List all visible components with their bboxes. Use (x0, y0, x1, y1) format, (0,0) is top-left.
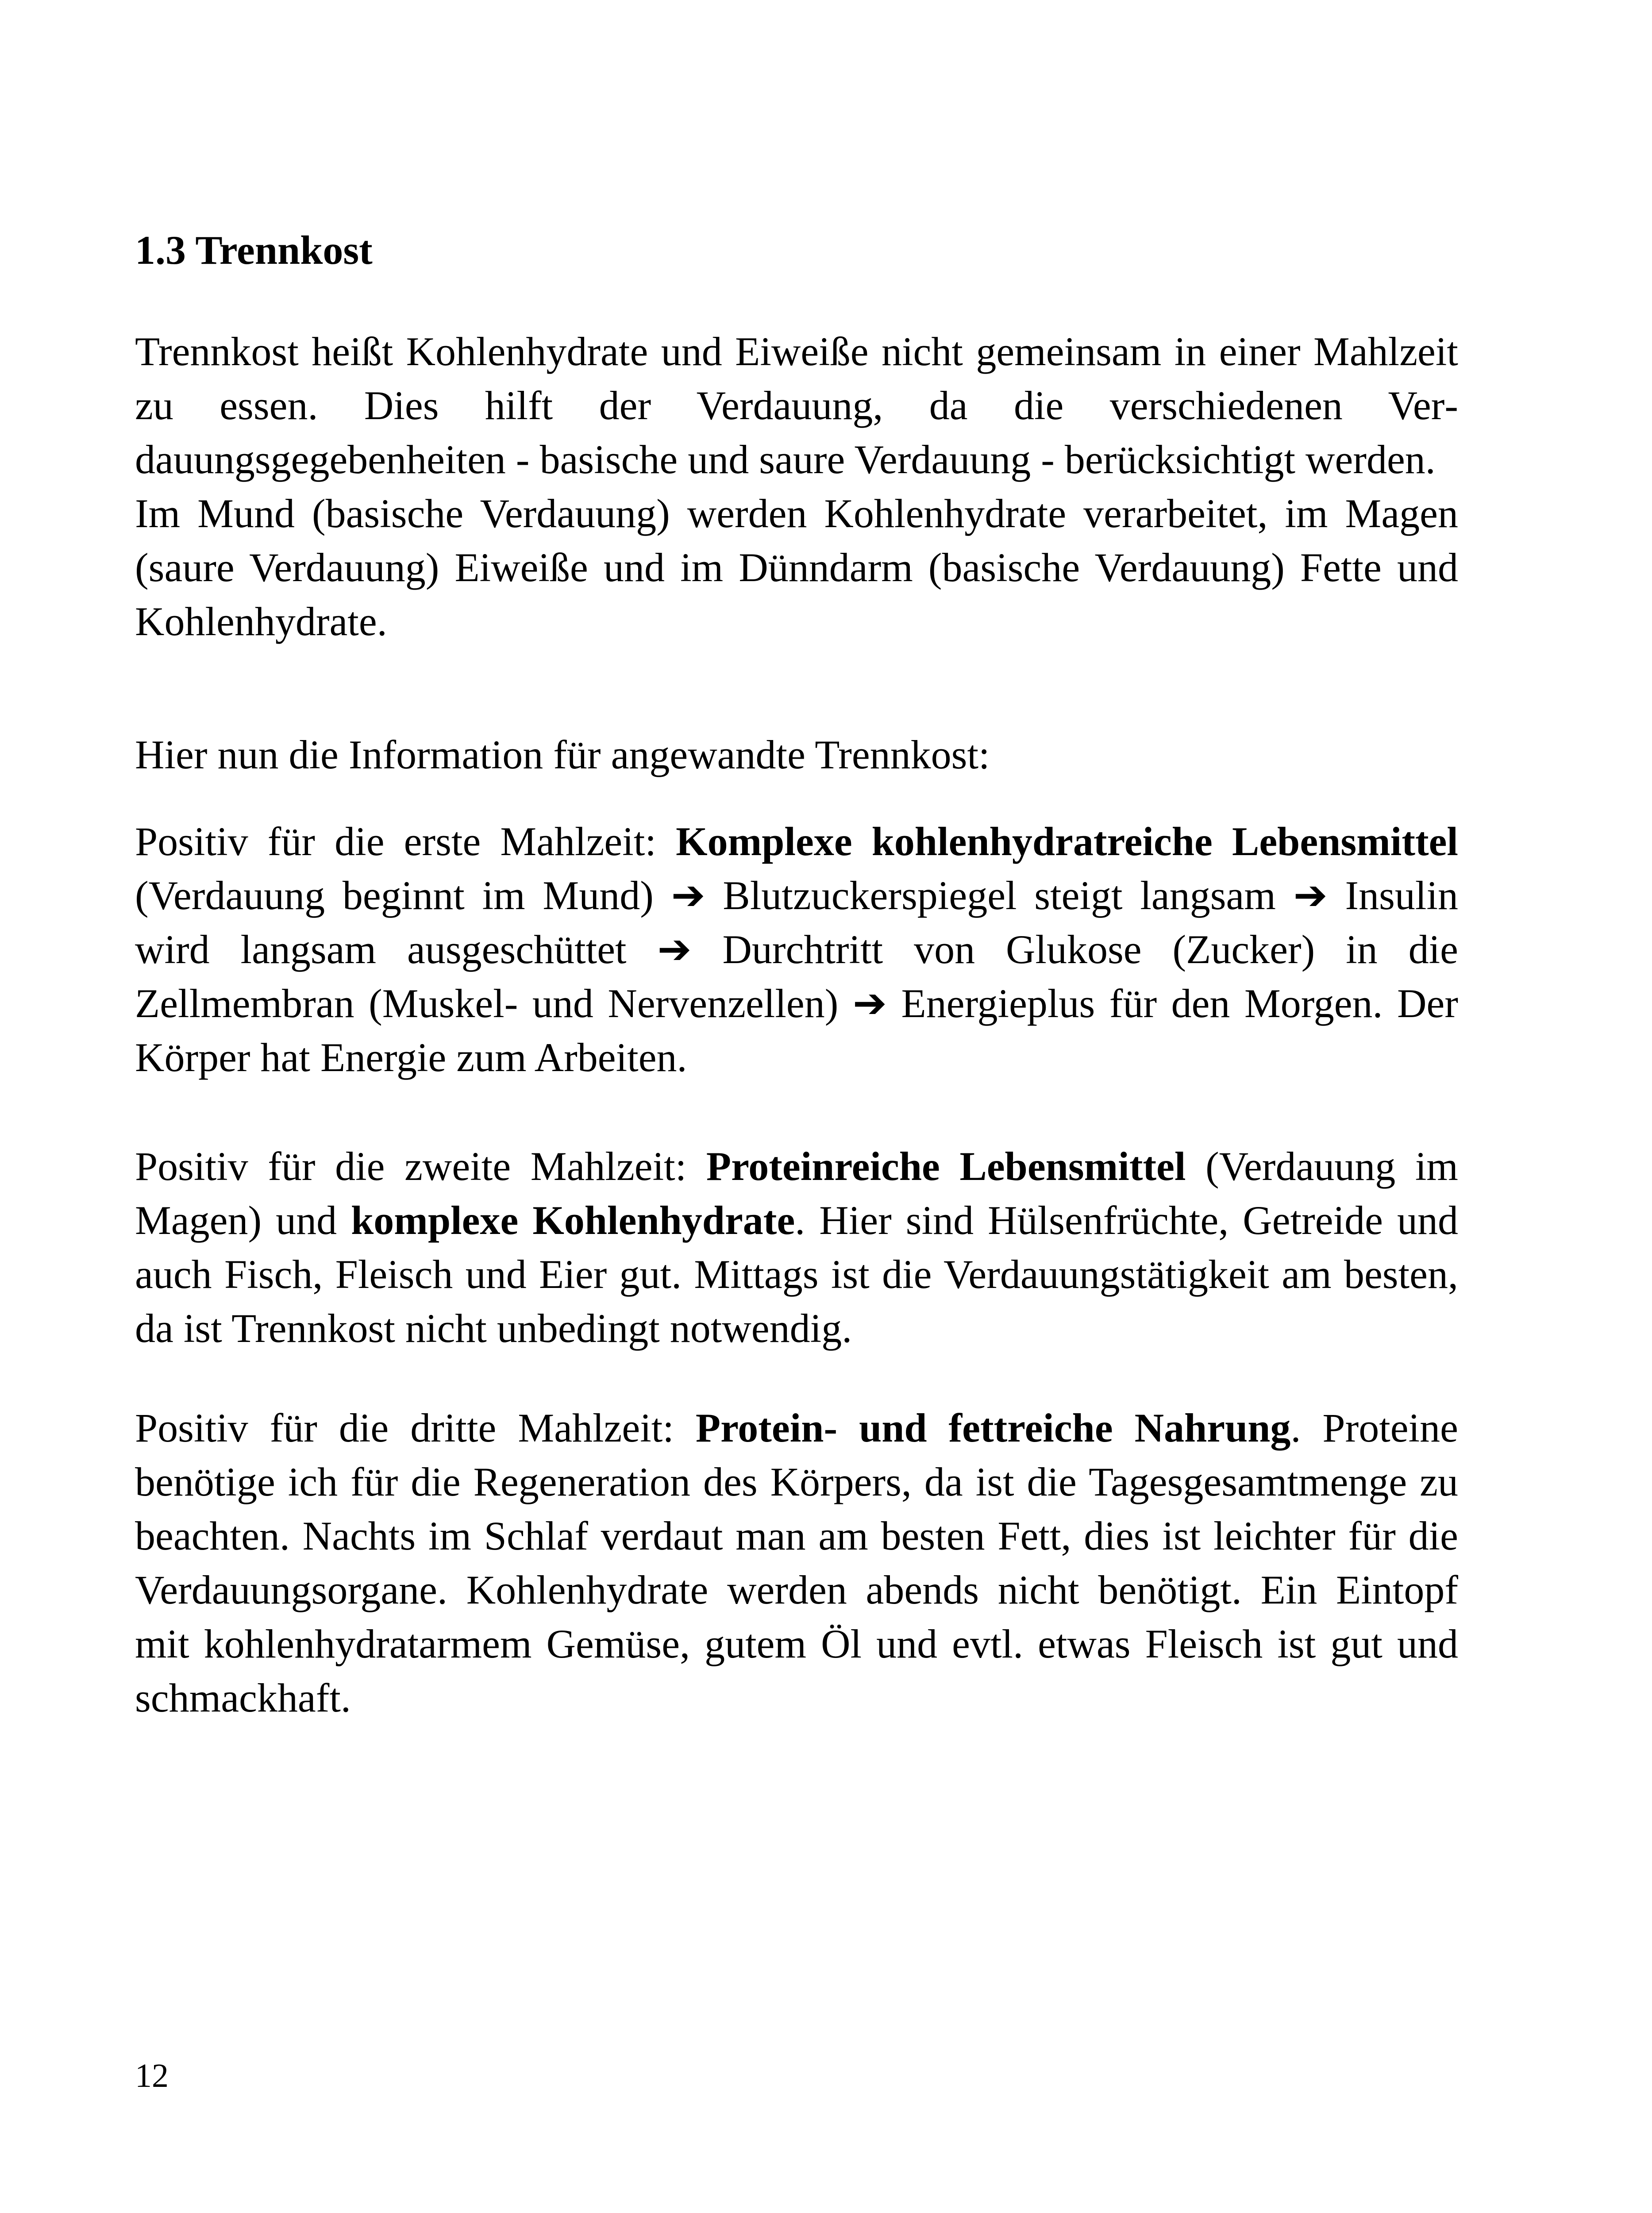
first-meal-bold: Komplexe kohlenhydratreiche Lebensmittel (676, 819, 1458, 864)
third-meal-label: Positiv für die dritte Mahlzeit: (135, 1405, 696, 1450)
first-meal-text: Energieplus für den Morgen. Der Körper hat Energie zum Arbeiten. (135, 981, 1458, 1080)
first-meal-text: Insulin wird langsam ausgeschüttet (135, 873, 1459, 972)
digestion-text: Im Mund (basische Verdauung) werden Kohlenhydrate verarbeitet, im Magen (saure Verdauung) Eiweiße und im Dünndarm (basische Verdauung) Fette und Kohlenhydrate. (135, 491, 1458, 644)
arrow-right-icon: ➔ (1293, 871, 1328, 919)
info-lead-text: Hier nun die Information für angewandte Trennkost: (135, 732, 990, 777)
second-meal-text: (Verdauung im Magen) und (135, 1144, 1458, 1243)
first-meal-text: (Verdauung beginnt im Mund) (135, 873, 671, 918)
arrow-right-icon: ➔ (671, 871, 705, 919)
second-meal-bold: Proteinreiche Lebensmittel (706, 1144, 1186, 1189)
page-number: 12 (135, 2057, 169, 2094)
paragraph-info-lead (135, 728, 1458, 782)
paragraph-second-meal (135, 1139, 1458, 1355)
second-meal-label: Positiv für die zweite Mahlzeit: (135, 1144, 706, 1189)
third-meal-text: . Proteine benötige ich für die Regeneration des Körpers, da ist die Tagesgesamtmenge zu beachten. Nachts im Schlaf verdaut man am besten Fett, dies ist leichter für die Verdauungsorgane. Kohlenhydrate werden abends nicht benötigt. Ein Eintopf mit kohlenhydratarmem Gemüse, gutem Öl und evtl. etwas Fleisch ist gut und schmackhaft. (135, 1405, 1459, 1720)
first-meal-text: Blutzuckerspiegel steigt langsam (705, 873, 1294, 918)
paragraph-first-meal (135, 814, 1458, 1084)
second-meal-bold: komplexe Kohlenhydrate (351, 1198, 795, 1243)
arrow-right-icon: ➔ (852, 979, 887, 1027)
section-heading: 1.3 Trennkost (135, 227, 373, 273)
paragraph-intro (135, 324, 1458, 648)
paragraph-third-meal (135, 1401, 1458, 1725)
intro-text: Trennkost heißt Kohlenhydrate und Eiweiße nicht gemeinsam in einer Mahlzeit zu essen. Dies hilft der Verdauung, da die verschiedenen Verdauungsgegebenheiten - basische und saure Verdauung - berücksichtigt werden. (135, 329, 1458, 482)
first-meal-label: Positiv für die erste Mahlzeit: (135, 819, 676, 864)
arrow-right-icon: ➔ (657, 925, 692, 973)
first-meal-text: Durchtritt von Glukose (Zucker) in die Zellmembran (Muskel- und Nervenzellen) (135, 927, 1458, 1026)
second-meal-text: . Hier sind Hülsenfrüchte, Getreide und auch Fisch, Fleisch und Eier gut. Mittags ist die Verdauungstätigkeit am besten, da ist Trennkost nicht unbedingt notwendig. (135, 1198, 1459, 1351)
third-meal-bold: Protein- und fettreiche Nahrung (695, 1405, 1291, 1450)
